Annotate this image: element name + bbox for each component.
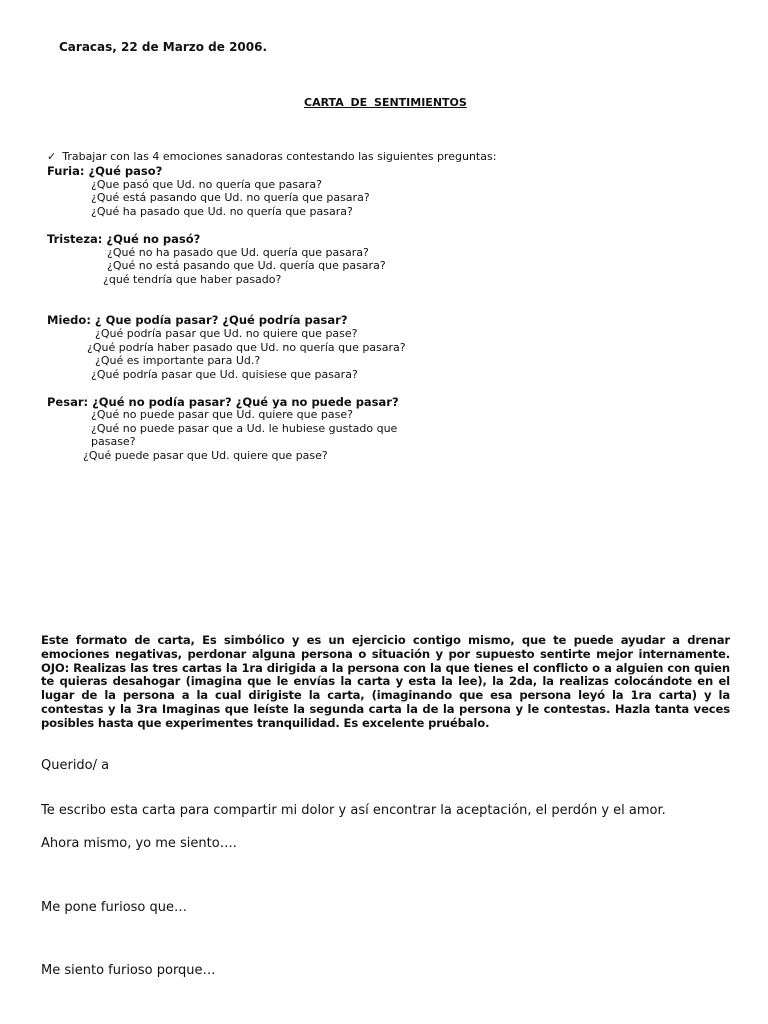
furia-question-2: ¿Qué está pasando que Ud. no quería que pasara? xyxy=(91,191,370,204)
tristeza-question-1: ¿Qué no ha pasado que Ud. quería que pasara? xyxy=(107,246,369,259)
miedo-heading: Miedo: ¿ Que podía pasar? ¿Qué podría pasar? xyxy=(47,313,348,327)
furia-question-1: ¿Que pasó que Ud. no quería que pasara? xyxy=(91,178,322,191)
miedo-question-4: ¿Qué podría pasar que Ud. quisiese que pasara? xyxy=(91,368,358,381)
document-title: CARTA DE SENTIMIENTOS xyxy=(304,96,467,109)
intro-line xyxy=(47,150,496,163)
date-line: Caracas, 22 de Marzo de 2006. xyxy=(59,40,268,54)
checkmark-icon: ✓ xyxy=(47,150,57,163)
instructions-paragraph: Este formato de carta, Es simbólico y es un ejercicio contigo mismo, que te puede ayudar a drenar emociones negativas, perdonar alguna persona o situación y por supuesto sentirte mejor internamente. OJO: Realizas las tres cartas la 1ra dirigida a la persona con la que tienes el conflicto o a alguien con quien te quieras desahogar (imagina que le envías la carta y esta la lee), la 2da, la realizas colocándote en el lugar de la persona a la cual dirigiste la carta, (imaginando que esa persona leyó la 1ra carta) y la contestas y la 3ra Imaginas que leíste la segunda carta la de la persona y le contestas. Hazla tanta veces posibles hasta que experimentes tranquilidad. Es excelente pruébalo. xyxy=(41,633,730,730)
miedo-question-3: ¿Qué es importante para Ud.? xyxy=(95,354,261,367)
letter-greeting: Querido/ a xyxy=(41,758,110,773)
pesar-question-2: ¿Qué no puede pasar que a Ud. le hubiese gustado que xyxy=(91,422,398,435)
pesar-question-1: ¿Qué no puede pasar que Ud. quiere que pase? xyxy=(91,408,353,421)
tristeza-question-2: ¿Qué no está pasando que Ud. quería que pasara? xyxy=(107,259,386,272)
tristeza-heading: Tristeza: ¿Qué no pasó? xyxy=(47,232,201,246)
furia-question-3: ¿Qué ha pasado que Ud. no quería que pasara? xyxy=(91,205,353,218)
miedo-question-2: ¿Qué podría haber pasado que Ud. no quería que pasara? xyxy=(87,341,406,354)
letter-line-3: Me pone furioso que… xyxy=(41,900,187,915)
furia-heading: Furia: ¿Qué paso? xyxy=(47,164,163,178)
pesar-heading: Pesar: ¿Qué no podía pasar? ¿Qué ya no puede pasar? xyxy=(47,395,399,409)
letter-line-1: Te escribo esta carta para compartir mi dolor y así encontrar la aceptación, el perdón y el amor. xyxy=(41,803,666,818)
tristeza-question-3: ¿qué tendría que haber pasado? xyxy=(103,273,282,286)
letter-line-2: Ahora mismo, yo me siento…. xyxy=(41,836,237,851)
pesar-question-2-continued: pasase? xyxy=(91,435,136,448)
intro-text: Trabajar con las 4 emociones sanadoras contestando las siguientes preguntas: xyxy=(62,150,497,163)
pesar-question-3: ¿Qué puede pasar que Ud. quiere que pase? xyxy=(83,449,328,462)
letter-line-4: Me siento furioso porque… xyxy=(41,963,216,978)
miedo-question-1: ¿Qué podría pasar que Ud. no quiere que pase? xyxy=(95,327,358,340)
